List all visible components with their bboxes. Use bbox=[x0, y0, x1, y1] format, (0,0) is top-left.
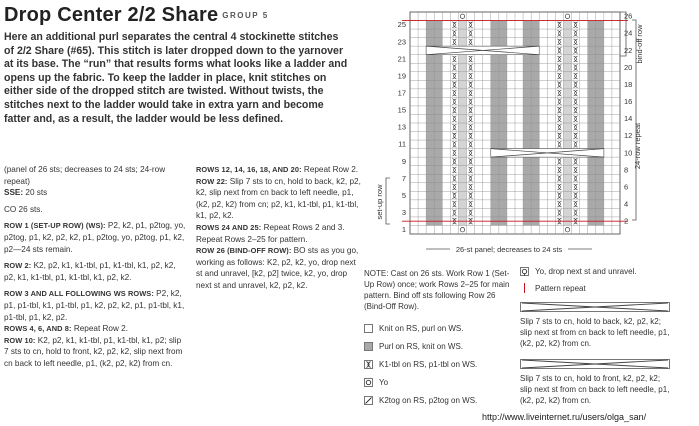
row-number-right: 24 bbox=[624, 28, 633, 38]
row-number-left: 15 bbox=[397, 105, 406, 115]
row-10-text: K2, p2, k1, k1-tbl, p1, k1-tbl, k1, p2; slip 7 sts to cn, hold to front, k2, p2, k2, slip next from cn back to left needle, p1, (k2, p2, k2) from cn. bbox=[4, 335, 183, 368]
row-12-instruction bbox=[196, 164, 364, 176]
sse-line bbox=[4, 187, 186, 199]
row-24-text: Repeat Rows 2 and 3. bbox=[261, 222, 345, 232]
page-title bbox=[4, 4, 269, 27]
yo-drop-icon bbox=[520, 267, 529, 276]
row-3-text: P2, k2, p1, p1-tbl, k1, p1-tbl, p1, k2, p2, k2, p1, p1-tbl, k1, p1-tbl, p1, k2, p2. bbox=[4, 289, 185, 322]
row-number-left: 1 bbox=[401, 225, 406, 235]
row-2-text: K2, p2, k1, k1-tbl, p1, k1-tbl, k1, p2, k2, p2, k1, k1-tbl, p1, k1-tbl, k1, p2, k2. bbox=[4, 261, 176, 282]
legend-repeat-text: Pattern repeat bbox=[535, 284, 586, 293]
row-number-right: 2 bbox=[624, 216, 629, 226]
legend-yo-drop bbox=[520, 266, 670, 277]
row-12-text: Repeat Row 2. bbox=[301, 165, 359, 174]
row-number-left: 9 bbox=[401, 156, 406, 166]
cable-back-icon bbox=[520, 359, 670, 369]
bind-off-label: bind-off row bbox=[635, 24, 644, 64]
legend-right bbox=[520, 266, 670, 406]
row-3-instruction bbox=[4, 288, 186, 323]
setup-label: set-up row bbox=[375, 184, 384, 220]
yarnover-icon bbox=[364, 378, 373, 387]
legend-yo bbox=[364, 377, 514, 388]
panel-info: (panel of 26 sts; decreases to 24 sts; 24-row repeat) bbox=[4, 165, 166, 186]
cable-front-icon bbox=[520, 302, 670, 312]
cast-on-line: CO 26 sts. bbox=[4, 204, 43, 214]
title-text: Drop Center 2/2 Share bbox=[4, 4, 219, 26]
legend-cable-back-text: Slip 7 sts to cn, hold to front, k2, p2, k2; slip next st from cn back to left needle, p1, (k2, p2, k2) from cn. bbox=[520, 374, 670, 405]
row-22-label: ROW 22: bbox=[196, 176, 228, 186]
row-number-right: 10 bbox=[624, 148, 633, 158]
row-number-right: 6 bbox=[624, 182, 629, 192]
sse-value: 20 sts bbox=[23, 188, 48, 198]
row-2-instruction bbox=[4, 260, 186, 283]
repeat-label: 24-row repeat bbox=[633, 122, 642, 170]
intro-paragraph: Here an additional purl separates the central 4 stockinette stitches of 2/2 Share (#65). This stitch is later dropped down to the yarnover at its base. The “run” that results forms what looks like a ladder and opens up the fabric. To keep the ladder in place, knit stitches on either side of the dropped stitch are twisted. Without twists, the stitches next to the ladder would take in extra yarn and become fatter and, as a result, the ladder would be less defined. bbox=[4, 31, 348, 125]
row-number-right: 26 bbox=[624, 11, 633, 21]
note-text: NOTE: Cast on 26 sts. Work Row 1 (Set-Up Row) once; work Rows 2–25 for main pattern. Bind off sts following Row 26 (Bind-Off Row). bbox=[364, 269, 510, 311]
group-badge: GROUP 5 bbox=[222, 11, 269, 21]
row-2-label: ROW 2: bbox=[4, 261, 32, 271]
row-number-left: 7 bbox=[401, 173, 406, 183]
row-3-label: ROW 3 AND ALL FOLLOWING WS ROWS: bbox=[4, 289, 154, 299]
instructions-column-2 bbox=[196, 164, 364, 292]
row-1-label: ROW 1 (SET-UP ROW) (WS): bbox=[4, 221, 106, 231]
row-number-right: 12 bbox=[624, 131, 633, 141]
legend-yo-drop-text: Yo, drop next st and unravel. bbox=[535, 267, 637, 276]
row-22-instruction bbox=[196, 176, 364, 222]
legend-k1tbl bbox=[364, 359, 514, 370]
row-4-text: Repeat Row 2. bbox=[71, 324, 128, 334]
purl-symbol-icon bbox=[364, 342, 373, 351]
legend-k1tbl-text: K1-tbl on RS, p1-tbl on WS. bbox=[379, 360, 478, 369]
sse-label: SSE: bbox=[4, 188, 24, 198]
row-number-right: 16 bbox=[624, 97, 633, 107]
row-1-instruction bbox=[4, 220, 186, 255]
row-number-right: 20 bbox=[624, 62, 633, 72]
row-10-label: ROW 10: bbox=[4, 335, 36, 345]
row-number-left: 13 bbox=[397, 122, 406, 132]
row-10-instruction bbox=[4, 335, 186, 370]
row-4-instruction bbox=[4, 323, 186, 335]
repeat-line-icon bbox=[520, 283, 529, 292]
row-number-left: 25 bbox=[397, 20, 406, 30]
setup-bracket bbox=[386, 178, 390, 224]
legend-yo-text: Yo bbox=[379, 378, 389, 387]
instructions-column-1 bbox=[4, 164, 186, 370]
row-number-left: 11 bbox=[398, 139, 406, 149]
legend-k2tog-text: K2tog on RS, p2tog on WS. bbox=[379, 396, 478, 405]
legend-purl-text: Purl on RS, knit on WS. bbox=[379, 342, 464, 351]
note-box bbox=[364, 268, 512, 312]
source-url: http://www.liveinternet.ru/users/olga_san/ bbox=[482, 412, 647, 422]
row-26-label: ROW 26 (BIND-OFF ROW): bbox=[196, 246, 292, 256]
twisted-stitch-icon bbox=[364, 360, 373, 369]
row-22-text: Slip 7 sts to cn, hold to back, k2, p2, k2, slip next from cn back to left needle, p1, (k2, p2, k2) from cn; p2, k1, k1-tbl, p1, k1-tbl, k1, p2, k2. bbox=[196, 176, 361, 221]
knitting-chart bbox=[370, 6, 666, 256]
row-12-label: ROWS 12, 14, 16, 18, AND 20: bbox=[196, 165, 302, 174]
legend-knit bbox=[364, 323, 514, 334]
row-number-right: 4 bbox=[624, 199, 629, 209]
legend-repeat bbox=[520, 283, 670, 294]
repeat-instruction: Repeat Rows 2–25 for pattern. bbox=[196, 234, 308, 244]
legend-knit-text: Knit on RS, purl on WS. bbox=[379, 324, 464, 333]
row-26-instruction bbox=[196, 245, 364, 291]
legend-k2tog bbox=[364, 395, 514, 406]
row-1-text: P2, k2, p1, p2tog, yo, p2tog, p1, k2, p2, k2, p1, p2tog, yo, p2tog, p1, k2, p2—24 sts remain. bbox=[4, 221, 186, 254]
row-number-left: 17 bbox=[397, 88, 406, 98]
row-24-label: ROWS 24 AND 25: bbox=[196, 222, 262, 232]
row-number-left: 23 bbox=[397, 37, 406, 47]
row-number-right: 22 bbox=[624, 45, 633, 55]
row-number-right: 18 bbox=[624, 79, 633, 89]
k2tog-icon bbox=[364, 396, 373, 405]
knit-symbol-icon bbox=[364, 324, 373, 333]
row-26-text: BO sts as you go, working as follows: K2, p2, k2, yo, drop next st and unravel, [k2, p2] twice, k2, yo, drop next st and unravel, k2, p2, k2. bbox=[196, 246, 359, 290]
row-number-right: 14 bbox=[624, 114, 633, 124]
legend-purl bbox=[364, 341, 514, 352]
row-number-right: 8 bbox=[624, 165, 629, 175]
row-number-left: 21 bbox=[397, 54, 406, 64]
legend-left bbox=[364, 323, 514, 406]
row-number-left: 5 bbox=[401, 190, 406, 200]
panel-label: 26-st panel; decreases to 24 sts bbox=[455, 245, 563, 254]
row-24-instruction bbox=[196, 222, 364, 234]
row-number-left: 19 bbox=[397, 71, 406, 81]
legend-cable-front-text: Slip 7 sts to cn, hold to back, k2, p2, k2; slip next st from cn back to left needle, p1, (k2, p2, k2) from cn. bbox=[520, 317, 670, 348]
row-number-left: 3 bbox=[401, 208, 406, 218]
row-4-label: ROWS 4, 6, AND 8: bbox=[4, 324, 72, 334]
